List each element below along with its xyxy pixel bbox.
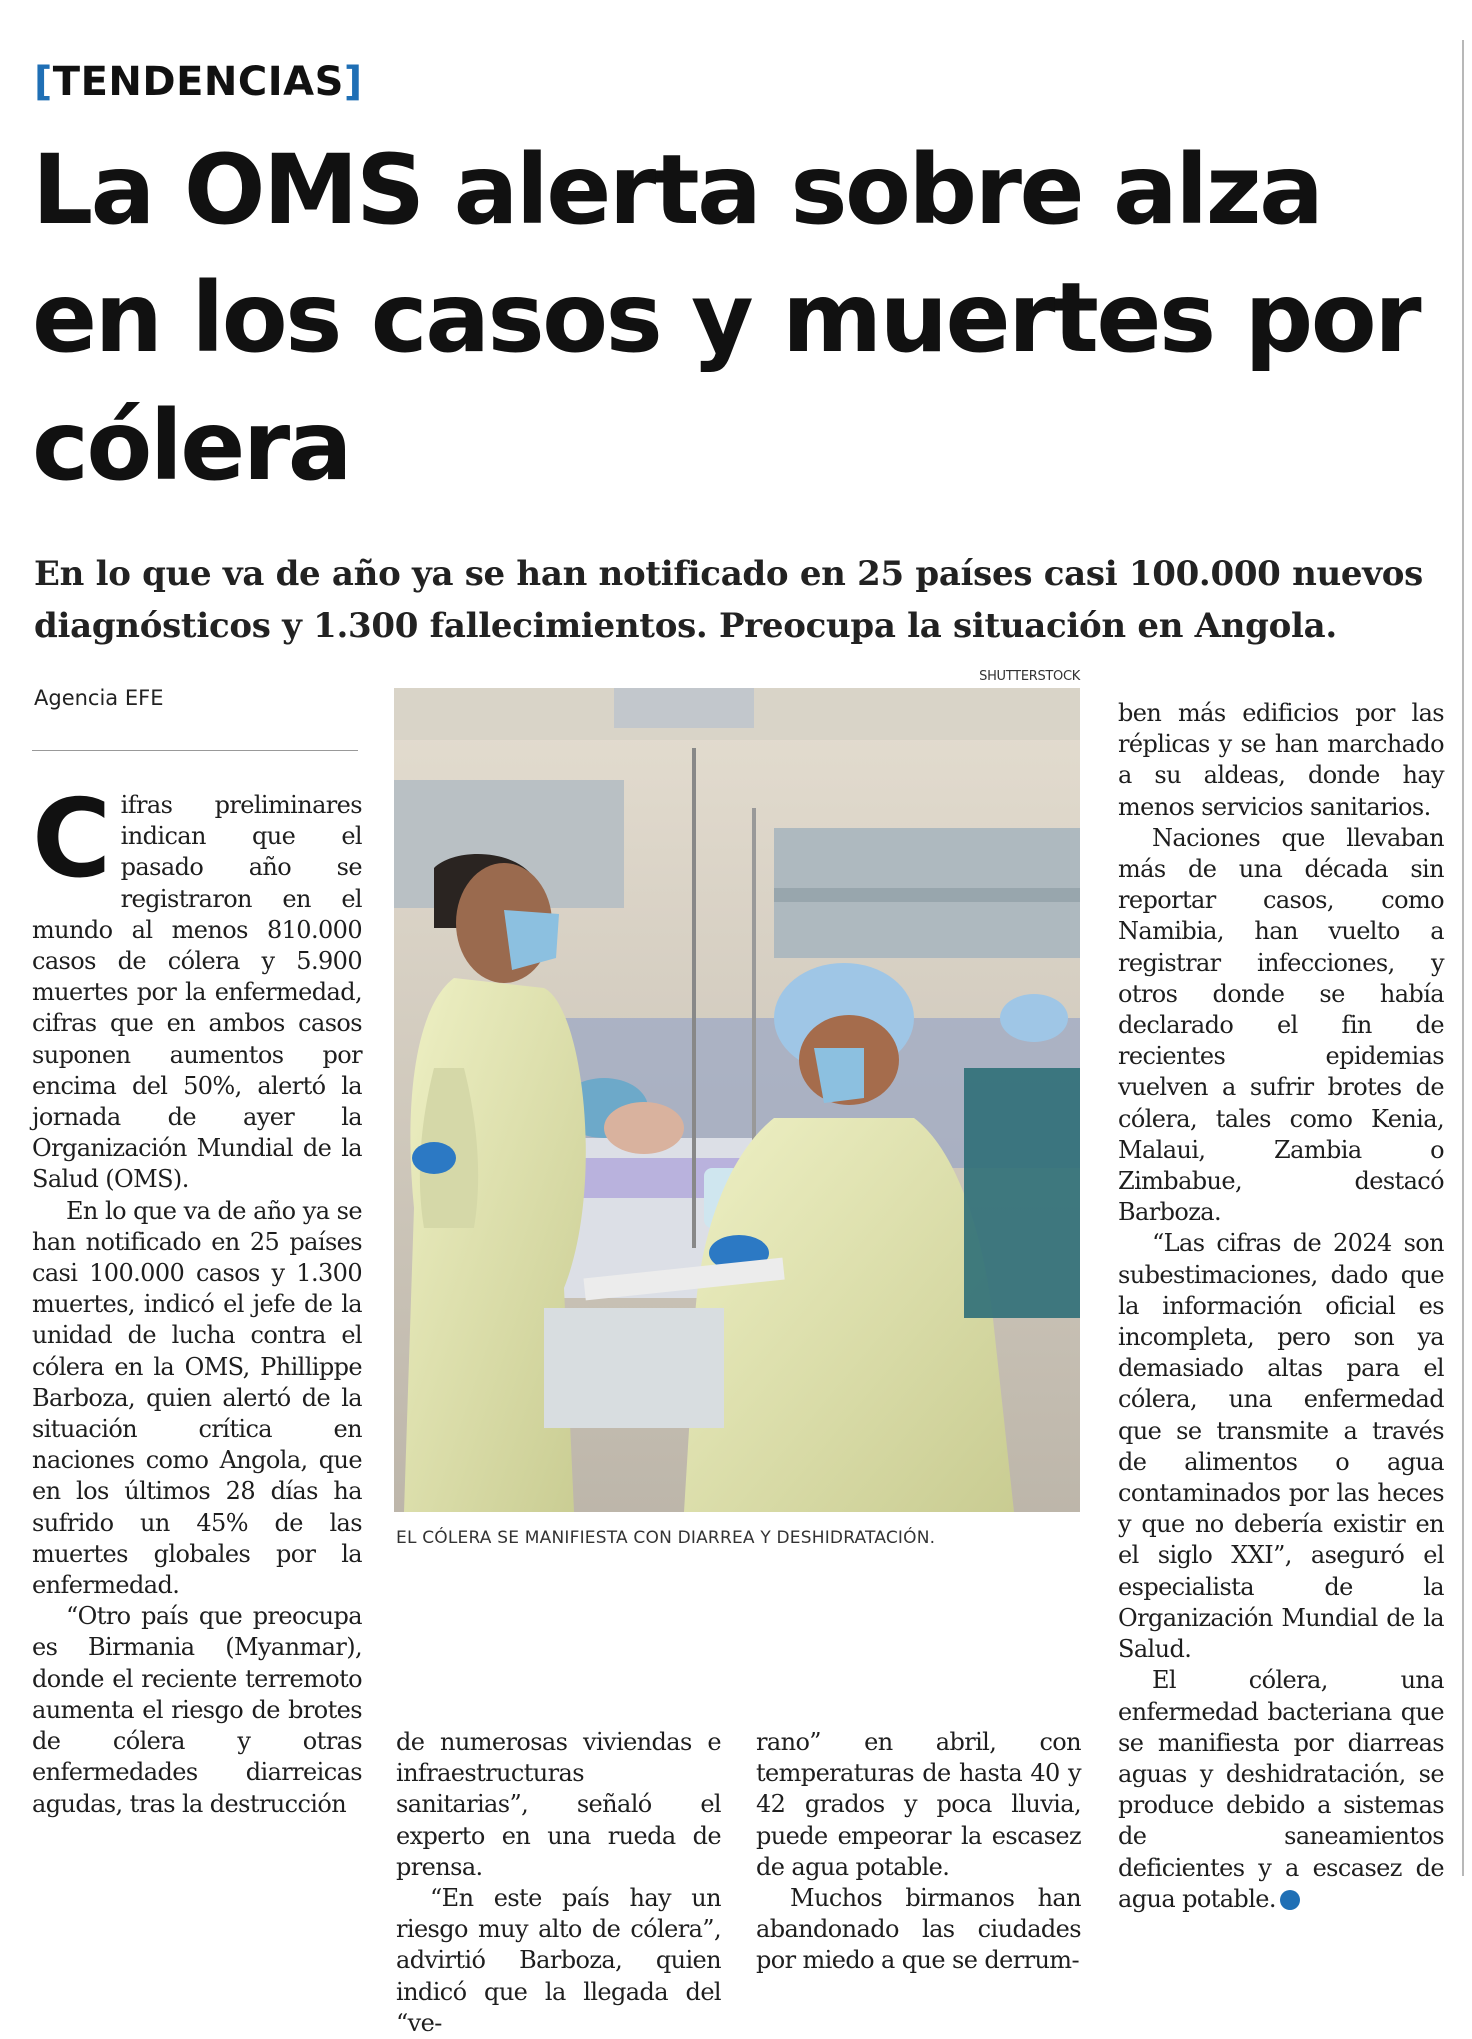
paragraph: de numerosas viviendas e infraestructuras sanitarias”, señaló el experto en una rueda de prensa. [396, 1728, 721, 1881]
paragraph: rano” en abril, con temperaturas de hasta 40 y 42 grados y poca lluvia, puede empeorar la escasez de agua potable. [756, 1728, 1081, 1881]
byline-divider [32, 750, 358, 751]
paragraph: Cifras preliminares indican que el pasado año se registraron en el mundo al menos 810.000 casos de cólera y 5.900 muertes por la enfermedad, cifras que en ambos casos suponen aumentos por encima del 50%, alertó la jornada de ayer la Organización Mundial de la Salud (OMS). [32, 777, 362, 1194]
paragraph: “Otro país que preocupa es Birmania (Myanmar), donde el reciente terremoto aumenta el riesgo de brotes de cólera y otras enfermedades diarreicas agudas, tras la destrucción [32, 1602, 362, 1818]
section-label: TENDENCIAS [52, 59, 344, 105]
end-of-article-icon: ✪ [1280, 1890, 1300, 1910]
section-bracket-open: [ [34, 59, 53, 105]
photo-credit: SHUTTERSTOCK [979, 669, 1080, 684]
photo-illustration [394, 688, 1080, 1512]
article-column-4 [1118, 698, 1444, 1915]
paragraph: En lo que va de año ya se han notificado en 25 países casi 100.000 casos y 1.300 muertes, indicó el jefe de la unidad de lucha contra el cólera en la OMS, Phillippe Barboza, quien alertó de la situación crítica en naciones como Angola, que en los últimos 28 días ha sufrido un 45% de las muertes globales por la enfermedad. [32, 1196, 362, 1600]
paragraph: “Las cifras de 2024 son subestimaciones, dado que la información oficial es incompleta, pero son ya demasiado altas para el cólera, una enfermedad que se transmite a través de alimentos o agua contaminados por las heces y que no debería existir en el siglo XXI”, aseguró el especialista de la Organización Mundial de la Salud. [1118, 1229, 1444, 1664]
paragraph: El cólera, una enfermedad bacteriana que se manifiesta por diarreas aguas y deshidratación, se produce debido a sistemas de saneamientos deficientes y a escasez de agua potable. ✪ [1118, 1666, 1444, 1913]
article-photo [394, 688, 1080, 1512]
paragraph: “En este país hay un riesgo muy alto de cólera”, advirtió Barboza, quien indicó que la llegada del “ve- [396, 1884, 721, 2037]
section-tag [34, 58, 363, 106]
paragraph: Naciones que llevaban más de una década sin reportar casos, como Namibia, han vuelto a registrar infecciones, y otros donde se había declarado el fin de recientes epidemias vuelven a sufrir brotes de cólera, tales como Kenia, Malaui, Zambia o Zimbabue, destacó Barboza. [1118, 823, 1444, 1227]
article-column-3 [756, 1727, 1081, 1977]
article-column-2 [396, 1727, 721, 2039]
paragraph: Muchos birmanos han abandonado las ciudades por miedo a que se derrum- [756, 1884, 1081, 1975]
article-column-1 [32, 777, 362, 1820]
byline: Agencia EFE [34, 686, 164, 710]
section-bracket-close: ] [343, 59, 363, 105]
page-edge-rule [1462, 40, 1464, 1876]
photo-caption: EL CÓLERA SE MANIFIESTA CON DIARREA Y DESHIDRATACIÓN. [396, 1528, 936, 1548]
drop-cap: C [32, 777, 111, 902]
deck-subheadline: En lo que va de año ya se han notificado en 25 países casi 100.000 nuevos diagnósticos y 1.300 fallecimientos. Preocupa la situación en Angola. [34, 554, 1423, 646]
paragraph: ben más edificios por las réplicas y se han marchado a su aldeas, donde hay menos servicios sanitarios. [1118, 699, 1444, 821]
headline: La OMS alerta sobre alza en los casos y muertes por cólera [32, 134, 1420, 502]
